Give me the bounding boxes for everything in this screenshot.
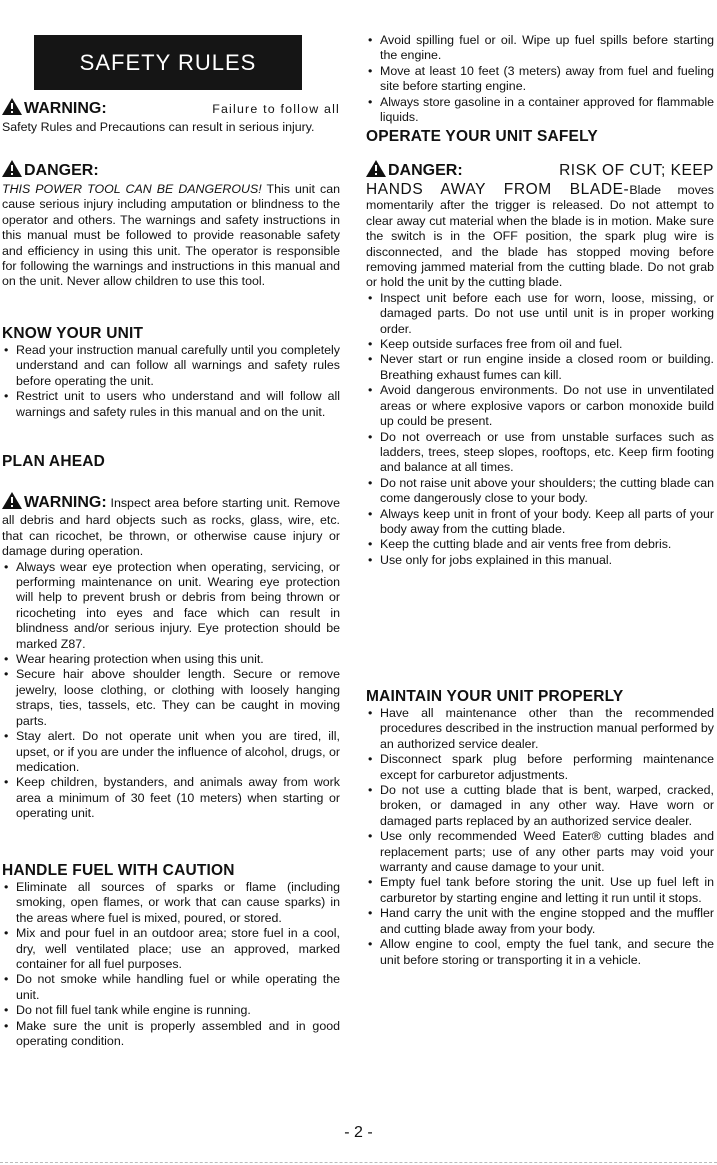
- section-heading: KNOW YOUR UNIT: [2, 325, 144, 342]
- section-heading: HANDLE FUEL WITH CAUTION: [2, 862, 235, 879]
- section-heading: OPERATE YOUR UNIT SAFELY: [366, 128, 598, 145]
- list-item: • Allow engine to cool, empty the fuel tank, and secure the unit before storing or transporting it in a vehicle.: [368, 937, 714, 967]
- list-item: • Move at least 10 feet (3 meters) away from fuel and fueling site before starting engine.: [368, 63, 714, 94]
- list-item: • Use only for jobs explained in this manual.: [368, 552, 613, 567]
- warning-block-2: [2, 492, 340, 822]
- list-item: • Do not raise unit above your shoulders; the cutting blade can come dangerously close to your body.: [368, 475, 714, 506]
- bottom-rule: [0, 1162, 717, 1163]
- warning-body: Inspect area before starting unit. Remove all debris and hard objects such as rocks, glass, wire, etc. that can ricochet, be thrown, or otherwise cause injury or damage during operation.: [2, 496, 340, 559]
- list-item: • Use only recommended Weed Eater® cutting blades and replacement parts; use of any other parts may void your warranty and cause damage to your unit.: [368, 829, 714, 875]
- list-item: • Do not fill fuel tank while engine is running.: [4, 1003, 251, 1018]
- list-item: • Always wear eye protection when operating, servicing, or performing maintenance on unit. Wearing eye protection will help to prevent brush or debris from being thrown or ricocheting into eyes and face which can result in blindness and/or serious injury. Eye protection should be marked Z87.: [4, 559, 340, 651]
- list-item: • Keep outside surfaces free from oil and fuel.: [368, 337, 623, 352]
- danger-headline-2: HANDS AWAY FROM BLADE-: [366, 181, 630, 198]
- list-item: • Restrict unit to users who understand and will follow all warnings and safety rules in this manual and on the unit.: [4, 389, 340, 419]
- list-item: • Hand carry the unit with the engine stopped and the muffler and cutting blade away from your body.: [368, 906, 714, 936]
- plan-section: [2, 453, 340, 471]
- list-item: • Disconnect spark plug before performing maintenance except for carburetor adjustments.: [368, 752, 714, 782]
- list-item: • Always keep unit in front of your body. Keep all parts of your body away from the cutting blade.: [368, 506, 714, 536]
- warning-triangle-icon: [2, 160, 22, 182]
- warning-label: WARNING:: [24, 494, 107, 511]
- know-section: [2, 325, 340, 420]
- operate-section: [366, 128, 714, 146]
- list-item: • Keep children, bystanders, and animals away from work area a minimum of 30 feet (10 meters) when starting or operating unit.: [4, 775, 340, 821]
- list-item: • Read your instruction manual carefully until you completely understand and can follow all warnings and safety rules before operating the unit.: [4, 343, 340, 388]
- warning-text: Failure to follow all: [212, 102, 340, 116]
- list-item: • Avoid spilling fuel or oil. Wipe up fuel spills before starting the engine.: [368, 33, 714, 63]
- list-item: • Mix and pour fuel in an outdoor area; store fuel in a cool, dry, well ventilated place; use an approved, marked container for all fuel purposes.: [4, 926, 340, 972]
- list-item: • Inspect unit before each use for worn, loose, missing, or damaged parts. Do not use until unit is in proper working order.: [368, 290, 714, 336]
- warning-block-1: [2, 98, 340, 135]
- warning-label: WARNING:: [24, 100, 107, 117]
- danger-block-1: [2, 160, 340, 290]
- list-item: • Never start or run engine inside a closed room or building. Breathing exhaust fumes can kill.: [368, 352, 714, 382]
- warning-triangle-icon: [366, 160, 386, 182]
- list-item: • Stay alert. Do not operate unit when you are tired, ill, upset, or if you are under the influence of alcohol, drugs, or medication.: [4, 729, 340, 774]
- danger-block-2: [366, 160, 714, 568]
- list-item: • Make sure the unit is properly assembled and in good operating condition.: [4, 1018, 340, 1049]
- list-item: • Do not smoke while handling fuel or while operating the unit.: [4, 972, 340, 1002]
- page-number: - 2 -: [344, 1124, 373, 1141]
- list-item: • Always store gasoline in a container approved for flammable liquids.: [368, 94, 714, 125]
- maintain-section: [366, 688, 714, 968]
- danger-label: DANGER:: [24, 162, 99, 179]
- list-item: • Secure hair above shoulder length. Secure or remove jewelry, loose clothing, or clothing with loosely hanging straps, ties, tassels, etc. They can be caught in moving parts.: [4, 667, 340, 728]
- list-item: • Wear hearing protection when using this unit.: [4, 652, 264, 667]
- warning-triangle-icon: [2, 492, 22, 513]
- danger-body: This unit can cause serious injury including amputation or blindness to the operator and others. The warnings and safety instructions in this manual must be followed to provide reasonable safety and efficiency in using this unit. The operator is responsible for following the warnings and instructions in this manual and on the unit. Never allow children to use this tool.: [2, 182, 340, 289]
- list-item: • Have all maintenance other than the recommended procedures described in the instruction manual performed by an authorized service dealer.: [368, 706, 714, 751]
- warning-body: Safety Rules and Precautions can result in serious injury.: [2, 120, 315, 134]
- list-item: • Empty fuel tank before storing the unit. Use up fuel left in carburetor by starting engine and letting it run until it stops.: [368, 875, 714, 905]
- section-heading: MAINTAIN YOUR UNIT PROPERLY: [366, 688, 624, 705]
- fuel-continued: [366, 33, 714, 125]
- fuel-section: [2, 862, 340, 1049]
- danger-headline-1: RISK OF CUT; KEEP: [559, 162, 714, 179]
- list-item: • Eliminate all sources of sparks or flame (including smoking, open flames, or work that can cause sparks) in the areas where fuel is mixed, poured, or stored.: [4, 880, 340, 925]
- list-item: • Keep the cutting blade and air vents free from debris.: [368, 537, 672, 552]
- danger-emphasis: THIS POWER TOOL CAN BE DANGEROUS!: [2, 182, 262, 196]
- page-title: SAFETY RULES: [34, 35, 302, 90]
- list-item: • Do not overreach or use from unstable surfaces such as ladders, trees, steep slopes, rooftops, etc. Keep firm footing and balance at all times.: [368, 429, 714, 475]
- warning-triangle-icon: [2, 98, 22, 120]
- danger-label: DANGER:: [388, 162, 463, 179]
- list-item: • Avoid dangerous environments. Do not use in unventilated areas or where explosive vapors or carbon monoxide build up could be present.: [368, 383, 714, 429]
- section-heading: PLAN AHEAD: [2, 453, 106, 470]
- list-item: • Do not use a cutting blade that is bent, warped, cracked, broken, or damaged in any other way. Have worn or damaged parts replaced by an authorized service dealer.: [368, 783, 714, 828]
- danger-body: Blade moves momentarily after the trigger is released. Do not attempt to clear away cut material when the blade is in motion. Make sure the switch is in the OFF position, the spark plug wire is disconnected, and the blade has stopped moving before removing jammed material from the cutting blade. Do not grab or hold the unit by the cutting blade.: [366, 183, 714, 290]
